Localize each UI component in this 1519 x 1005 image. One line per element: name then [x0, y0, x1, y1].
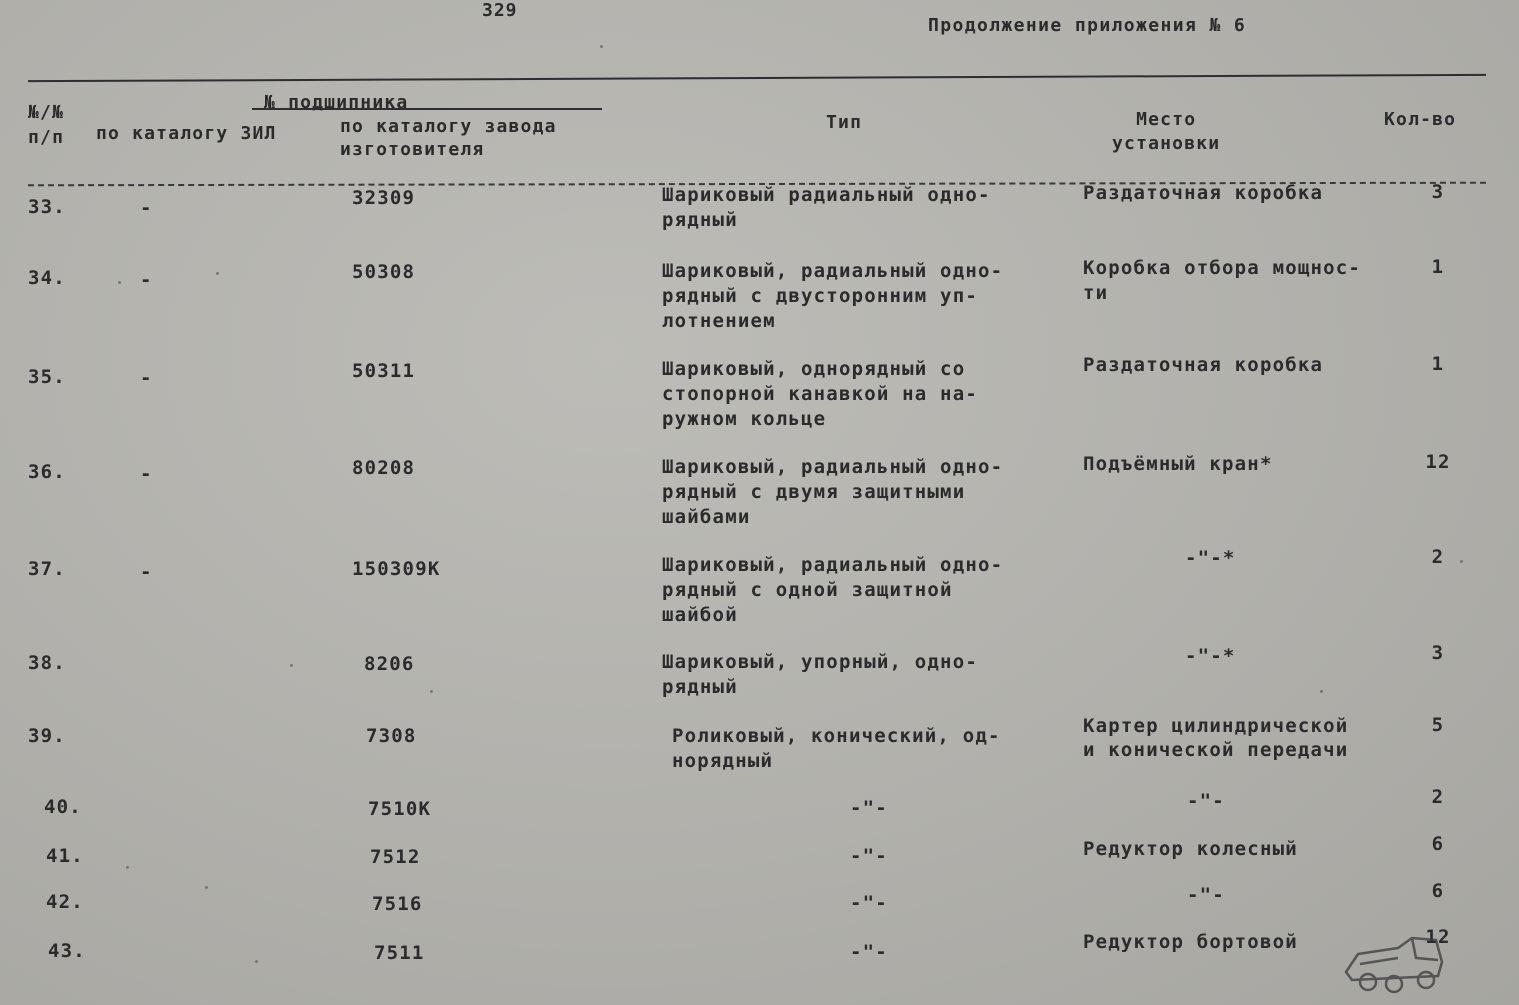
header-place: Место установки — [1112, 109, 1221, 154]
row-qty: 1 — [1431, 353, 1445, 375]
scan-speck — [430, 690, 433, 693]
row-maker-number: 7512 — [370, 846, 421, 868]
row-type: -"- — [850, 892, 888, 914]
row-qty: 12 — [1425, 451, 1451, 473]
row-zil-number: - — [140, 463, 153, 485]
row-qty: 5 — [1431, 714, 1445, 736]
row-qty: 12 — [1425, 926, 1451, 948]
scan-speck — [290, 664, 293, 667]
row-qty: 3 — [1431, 181, 1445, 203]
row-qty: 2 — [1431, 786, 1445, 808]
row-place: Подъёмный кран* — [1083, 453, 1273, 475]
truck-stamp-icon — [1338, 928, 1448, 998]
row-type: Шариковый, радиальный одно- рядный с двусторонним уп- лотнением — [662, 260, 1004, 332]
row-type: Шариковый, радиальный одно- рядный с двумя защитными шайбами — [662, 456, 1004, 528]
row-type: -"- — [850, 941, 888, 963]
row-place: -"-* — [1185, 645, 1236, 667]
row-number: 39. — [28, 725, 66, 747]
row-qty: 6 — [1431, 880, 1445, 902]
row-number: 40. — [44, 796, 82, 818]
row-number: 38. — [28, 652, 66, 674]
row-zil-number: - — [140, 367, 153, 389]
top-rule — [28, 74, 1486, 82]
row-maker-number: 7511 — [374, 942, 425, 964]
scan-speck — [255, 960, 258, 963]
row-place: Раздаточная коробка — [1083, 182, 1324, 204]
row-place: Картер цилиндрической и конической передачи — [1083, 715, 1349, 761]
header-num-line2: п/п — [28, 127, 65, 148]
row-number: 35. — [28, 366, 66, 388]
row-number: 43. — [48, 940, 86, 962]
row-place: -"-* — [1185, 547, 1236, 569]
header-cat-zil: по каталогу ЗИЛ — [96, 123, 277, 144]
header-num-line1: №/№ — [28, 102, 65, 123]
row-maker-number: 50308 — [352, 261, 416, 283]
row-qty: 3 — [1431, 642, 1445, 664]
row-type: Шариковый, упорный, одно- рядный — [662, 651, 978, 698]
row-zil-number: - — [140, 561, 153, 583]
scan-speck — [205, 886, 208, 889]
row-type: Шариковый, однорядный со стопорной канавкой на на- ружном кольце — [662, 358, 978, 430]
scan-speck — [216, 272, 219, 275]
scan-speck — [1320, 690, 1323, 693]
row-maker-number: 7516 — [372, 893, 423, 915]
row-zil-number: - — [140, 269, 153, 291]
scan-speck — [600, 45, 603, 48]
row-qty: 2 — [1431, 546, 1445, 568]
continuation-title: Продолжение приложения № 6 — [928, 15, 1247, 36]
row-maker-number: 7510K — [368, 798, 432, 820]
row-zil-number: - — [140, 197, 153, 219]
row-maker-number: 150309K — [352, 558, 441, 580]
row-maker-number: 8206 — [364, 653, 415, 675]
header-cat-maker: по каталогу завода изготовителя — [340, 116, 557, 160]
row-place: Редуктор бортовой — [1083, 931, 1298, 953]
row-number: 33. — [28, 196, 66, 218]
header-qty: Кол-во — [1384, 109, 1457, 130]
row-maker-number: 7308 — [366, 725, 417, 747]
row-maker-number: 80208 — [352, 457, 416, 479]
row-type: Шариковый радиальный одно- рядный — [662, 184, 991, 231]
row-maker-number: 32309 — [352, 187, 416, 209]
header-bearing-group: № подшипника — [264, 92, 409, 113]
row-number: 37. — [28, 558, 66, 580]
row-place: -"- — [1187, 790, 1225, 812]
row-maker-number: 50311 — [352, 360, 416, 382]
row-number: 41. — [46, 845, 84, 867]
row-type: -"- — [850, 845, 888, 867]
row-place: Редуктор колесный — [1083, 838, 1298, 860]
row-place: Коробка отбора мощнос- ти — [1083, 257, 1362, 304]
row-qty: 6 — [1431, 833, 1445, 855]
scan-speck — [126, 866, 129, 869]
scan-speck — [1460, 560, 1463, 563]
row-type: Шариковый, радиальный одно- рядный с одной защитной шайбой — [662, 554, 1004, 626]
row-place: Раздаточная коробка — [1083, 354, 1324, 376]
row-number: 42. — [46, 891, 84, 913]
row-place: -"- — [1187, 884, 1225, 906]
row-type: Роликовый, конический, од- норядный — [672, 725, 1001, 772]
row-type: -"- — [850, 797, 888, 819]
row-number: 36. — [28, 461, 66, 483]
page-number: 329 — [482, 0, 518, 21]
header-type: Тип — [826, 112, 863, 133]
row-qty: 1 — [1431, 256, 1445, 278]
scan-speck — [118, 281, 121, 284]
row-number: 34. — [28, 267, 66, 289]
